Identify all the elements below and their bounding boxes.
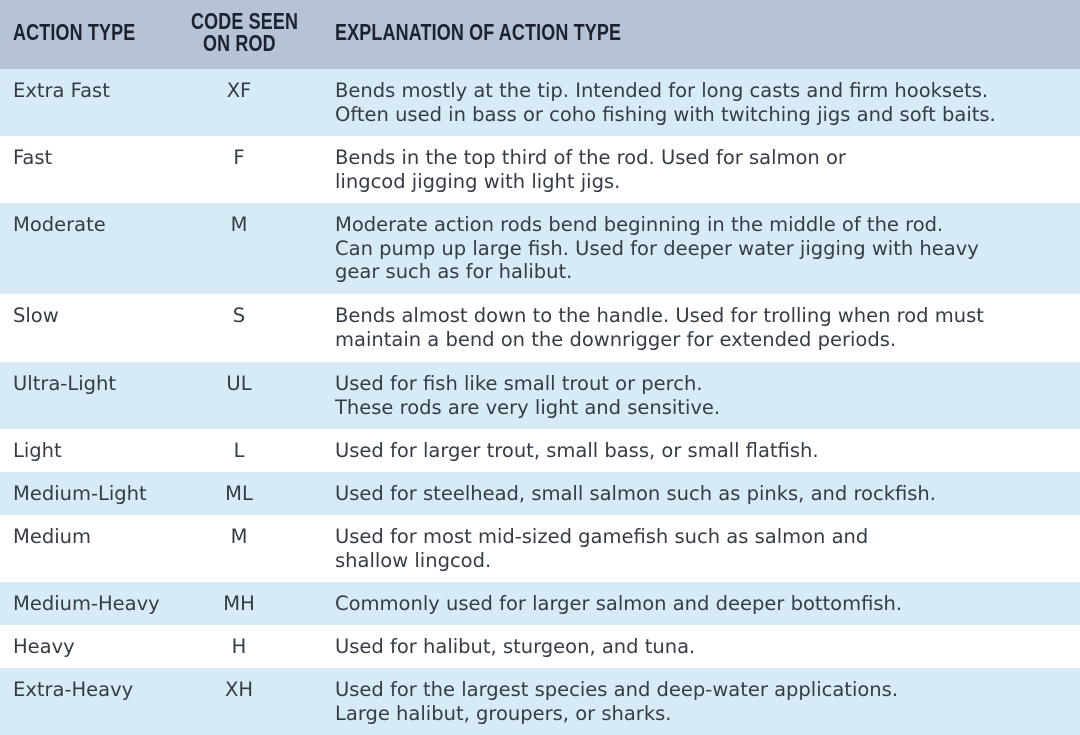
action-type-cell: Ultra-Light [13, 372, 117, 395]
header-explanation: EXPLANATION OF ACTION TYPE [335, 19, 622, 45]
code-cell: L [233, 439, 245, 462]
header-code-seen-on-rod [191, 8, 299, 56]
table-row [0, 203, 1080, 294]
table-row [0, 625, 1080, 668]
action-type-cell: Moderate [13, 213, 106, 236]
table-row [0, 472, 1080, 515]
action-type-cell: Light [13, 439, 62, 462]
explanation-cell: Bends in the top third of the rod. Used for salmon or lingcod jigging with light jigs. [335, 146, 846, 193]
explanation-cell: Used for fish like small trout or perch. These rods are very light and sensitive. [335, 372, 721, 419]
explanation-cell: Bends mostly at the tip. Intended for long casts and firm hooksets. Often used in bass or coho fishing with twitching jigs and soft baits. [335, 79, 996, 126]
code-cell: F [233, 146, 245, 169]
action-type-cell: Heavy [13, 635, 75, 658]
explanation-cell: Used for the largest species and deep-water applications. Large halibut, groupers, or sharks. [335, 678, 899, 725]
code-cell: M [230, 525, 248, 548]
action-type-cell: Fast [13, 146, 53, 169]
table-header [0, 0, 1080, 69]
code-cell: MH [223, 592, 255, 615]
action-type-cell: Medium [13, 525, 91, 548]
code-cell: S [232, 304, 246, 327]
action-type-cell: Slow [13, 304, 59, 327]
explanation-cell: Used for halibut, sturgeon, and tuna. [335, 635, 696, 658]
code-cell: XH [224, 678, 254, 701]
code-cell: UL [226, 372, 252, 395]
explanation-cell: Commonly used for larger salmon and deeper bottomfish. [335, 592, 903, 615]
code-cell: XF [226, 79, 252, 102]
table-row [0, 362, 1080, 429]
table-row [0, 136, 1080, 203]
action-type-cell: Extra Fast [13, 79, 110, 102]
table-row [0, 69, 1080, 136]
explanation-cell: Used for steelhead, small salmon such as pinks, and rockfish. [335, 482, 936, 505]
header-code-line2: ON ROD [203, 30, 276, 56]
table-row [0, 515, 1080, 582]
table-row [0, 429, 1080, 472]
table-row [0, 668, 1080, 735]
action-type-cell: Medium-Heavy [13, 592, 160, 615]
table-row [0, 582, 1080, 625]
header-action-type: ACTION TYPE [13, 19, 136, 45]
explanation-cell: Bends almost down to the handle. Used for trolling when rod must maintain a bend on the downrigger for extended periods. [335, 304, 984, 351]
action-type-cell: Medium-Light [13, 482, 147, 505]
code-cell: ML [225, 482, 253, 505]
header-code-line1: CODE SEEN [191, 8, 299, 34]
code-cell: H [231, 635, 247, 658]
code-cell: M [230, 213, 248, 236]
explanation-cell: Used for most mid-sized gamefish such as salmon and shallow lingcod. [335, 525, 869, 572]
action-type-cell: Extra-Heavy [13, 678, 134, 701]
explanation-cell: Used for larger trout, small bass, or small flatfish. [335, 439, 819, 462]
table-row [0, 294, 1080, 362]
explanation-cell: Moderate action rods bend beginning in the middle of the rod. Can pump up large fish. Used for deeper water jigging with heavy gear such as for halibut. [335, 213, 979, 283]
